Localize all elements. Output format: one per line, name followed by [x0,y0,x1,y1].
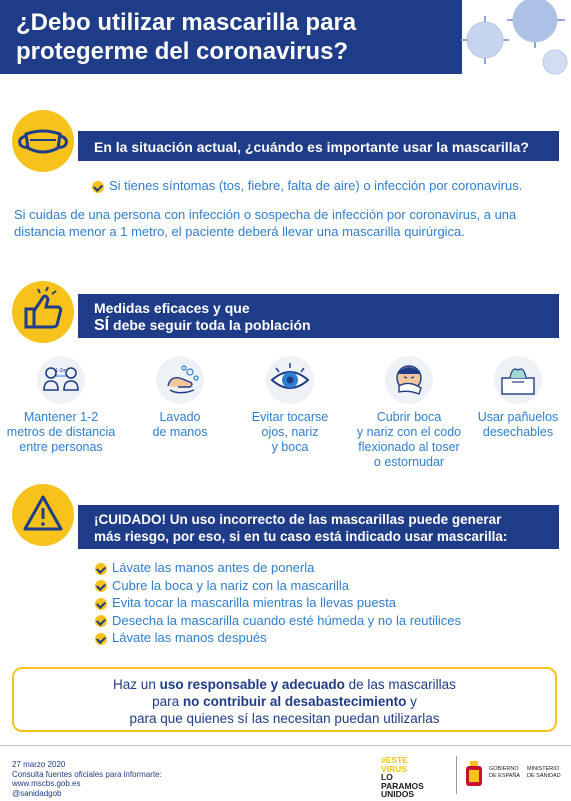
coat-of-arms-icon [463,760,485,790]
list-item: Lávate las manos antes de ponerla [95,559,461,577]
check-icon [95,633,107,645]
footer-date: 27 marzo 2020 [12,760,66,769]
check-icon [95,563,107,575]
check-icon [92,181,104,193]
responsible-use-callout: Haz un uso responsable y adecuado de las mascarillas para no contribuir al desabastecimiento y para que quienes sí las necesitan puedan utilizarlas [12,667,557,732]
measure-tissues: Usar pañuelos desechables [468,356,568,440]
footer-sources: Consulta fuentes oficiales para informarte: [12,769,162,779]
page-title: ¿Debo utilizar mascarilla para protegerme del coronavirus? [16,9,357,65]
footer-url-link[interactable]: www.mscbs.gob.es [12,779,81,788]
section1-icon-circle [12,110,74,172]
section2-heading-bar [78,294,559,338]
caution-list [95,559,461,647]
section1-paragraph: Si cuidas de una persona con infección o sospecha de infección por coronavirus, a una distancia menor a 1 metro, el paciente deberá llevar una mascarilla quirúrgica. [14,207,517,239]
list-item: Cubre la boca y la nariz con la mascarilla [95,577,461,595]
check-icon [95,598,107,610]
measure-handwash: Lavado de manos [130,356,230,440]
government-label: GOBIERNO DE ESPAÑA [489,766,521,779]
thumbs-up-icon [12,281,74,343]
sneeze-icon [385,356,433,404]
distance-icon [37,356,85,404]
svg-text:1-2m: 1-2m [55,368,67,374]
campaign-logo: #ESTE VIRUS LO PARAMOS UNIDOS [381,755,424,799]
section1-heading: En la situación actual, ¿cuándo es importante usar la mascarilla? [94,139,529,155]
measure-cover-cough: Cubrir boca y nariz con el codo flexionado al toser o estornudar [350,356,468,470]
section3-heading-bar [78,505,559,549]
measure-no-touch-face: Evitar tocarse ojos, nariz y boca [240,356,340,455]
title-band [0,0,462,74]
eye-icon [266,356,314,404]
tissue-box-icon [494,356,542,404]
section2-heading: Medidas eficaces y que SÍ debe seguir toda la población [94,300,311,334]
ministry-label: MINISTERIO DE SANIDAD [527,766,561,779]
section1-heading-bar [78,131,559,161]
government-logo [456,756,563,794]
check-icon [95,580,107,592]
footer-divider [0,745,571,746]
list-item: Evita tocar la mascarilla mientras la llevas puesta [95,594,461,612]
list-item: Lávate las manos después [95,629,461,647]
section3-icon-circle [12,484,74,546]
footer-handle-link[interactable]: @sanidadgob [12,788,62,798]
mask-icon [12,110,74,172]
footer-info [12,760,162,798]
warning-icon [12,484,74,546]
section3-heading: ¡CUIDADO! Un uso incorrecto de las mascarillas puede generar más riesgo, por eso, si en tu caso está indicado usar mascarilla: [94,512,508,544]
virus-decoration-icon [455,0,571,80]
check-icon [95,615,107,627]
measure-distance: 1-2m Mantener 1-2 metros de distancia entre personas [4,356,118,455]
section2-icon-circle [12,281,74,343]
hand-wash-icon [156,356,204,404]
section1-check-item: Si tienes síntomas (tos, fiebre, falta de aire) o infección por coronavirus. [92,178,522,193]
list-item: Desecha la mascarilla cuando esté húmeda y no la reutilices [95,612,461,630]
